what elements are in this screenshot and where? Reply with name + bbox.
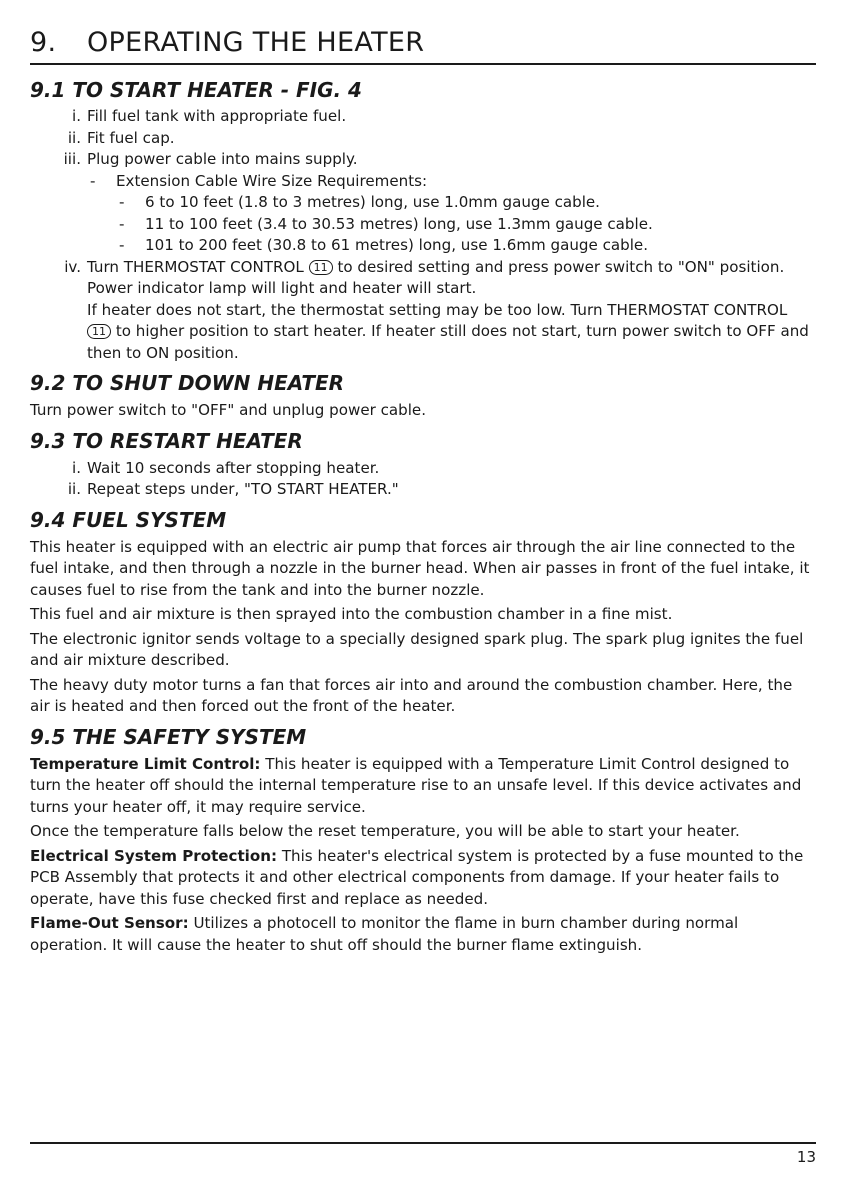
paragraph: This heater is equipped with an electric air pump that forces air through the air line connected to the fuel intake, and then through a nozzle in the burner head. When air passes in front of the fuel intake, it causes fuel to rise from the tank and into the burner nozzle. <box>30 537 810 599</box>
list-marker: - <box>119 193 125 211</box>
fuel-system-body <box>30 537 816 718</box>
paragraph <box>30 846 816 911</box>
list-item <box>30 128 816 150</box>
restart-steps <box>30 458 816 501</box>
paragraph: This fuel and air mixture is then sprayed into the combustion chamber in a fine mist. <box>30 605 673 623</box>
list-marker: i. <box>72 458 81 477</box>
step-text: to desired setting and press power switch to "ON" position. Power indicator lamp will light and heater will start. <box>87 257 785 297</box>
section-heading-restart: 9.3 TO RESTART HEATER <box>30 428 303 453</box>
list-marker: iv. <box>64 257 81 276</box>
list-text: 6 to 10 feet (1.8 to 3 metres) long, use 1.0mm gauge cable. <box>145 193 600 211</box>
list-text: Fill fuel tank with appropriate fuel. <box>87 107 347 125</box>
reference-number-badge: 11 <box>309 260 333 275</box>
paragraph: Once the temperature falls below the reset temperature, you will be able to start your heater. <box>30 822 740 840</box>
chapter-number: 9. <box>30 27 57 58</box>
safety-system-body <box>30 754 816 957</box>
list-text: Plug power cable into mains supply. <box>87 150 358 168</box>
list-text: Extension Cable Wire Size Requirements: <box>116 171 428 190</box>
shutdown-text: Turn power switch to "OFF" and unplug power cable. <box>30 401 427 419</box>
list-marker: ii. <box>67 128 81 147</box>
list-item <box>30 106 816 128</box>
list-text: Fit fuel cap. <box>87 128 175 147</box>
paragraph-text: This heater's electrical system is protected by a fuse mounted to the PCB Assembly that protects it and other electrical components from damage. If your heater fails to operate, have this fuse checked first and replace as needed. <box>30 846 804 908</box>
reference-number-badge: 11 <box>87 324 111 339</box>
list-item <box>30 257 816 365</box>
term-label: Temperature Limit Control: <box>30 754 261 773</box>
section-heading-fuel: 9.4 FUEL SYSTEM <box>30 507 227 532</box>
page-number: 13 <box>796 1148 816 1166</box>
list-item <box>30 479 816 501</box>
list-marker: - <box>119 236 125 254</box>
term-label: Electrical System Protection: <box>30 846 278 865</box>
term-label: Flame-Out Sensor: <box>30 914 189 932</box>
list-item <box>30 458 816 480</box>
step-text: Turn THERMOSTAT CONTROL <box>87 257 304 276</box>
start-steps <box>30 106 816 364</box>
list-text: Repeat steps under, "TO START HEATER." <box>87 480 399 498</box>
list-text <box>87 257 816 365</box>
list-marker: - <box>119 214 125 233</box>
step-text: If heater does not start, the thermostat setting may be too low. Turn THERMOSTAT CONTROL <box>87 300 788 319</box>
cable-requirement <box>30 192 816 214</box>
chapter-heading <box>30 26 816 60</box>
header-rule <box>30 63 816 65</box>
extension-cable-heading <box>30 171 816 193</box>
list-marker: ii. <box>67 480 81 498</box>
list-text: 11 to 100 feet (3.4 to 30.53 metres) long, use 1.3mm gauge cable. <box>145 214 653 233</box>
list-item <box>30 149 816 171</box>
list-marker: iii. <box>63 150 81 168</box>
paragraph <box>30 913 816 956</box>
list-marker: i. <box>72 107 81 125</box>
cable-requirement <box>30 214 816 236</box>
paragraph: The heavy duty motor turns a fan that forces air into and around the combustion chamber. Here, the air is heated and then forced out the front of the heater. <box>30 675 793 715</box>
section-heading-start: 9.1 TO START HEATER - FIG. 4 <box>30 78 362 102</box>
chapter-title: OPERATING THE HEATER <box>87 27 425 58</box>
list-text: Wait 10 seconds after stopping heater. <box>87 458 380 477</box>
cable-requirement <box>30 235 816 257</box>
section-heading-shutdown: 9.2 TO SHUT DOWN HEATER <box>30 371 345 395</box>
paragraph-text: This heater is equipped with a Temperature Limit Control designed to turn the heater off should the internal temperature rise to an unsafe level. If this device activates and turns your heater off, it may require service. <box>30 754 802 816</box>
section-heading-safety: 9.5 THE SAFETY SYSTEM <box>30 724 307 749</box>
footer-rule <box>30 1142 816 1144</box>
paragraph-text: Utilizes a photocell to monitor the flame in burn chamber during normal operation. It will cause the heater to shut off should the burner flame extinguish. <box>30 914 739 954</box>
list-text: 101 to 200 feet (30.8 to 61 metres) long, use 1.6mm gauge cable. <box>145 236 648 254</box>
page <box>30 26 816 956</box>
paragraph <box>30 754 816 819</box>
paragraph: The electronic ignitor sends voltage to a specially designed spark plug. The spark plug ignites the fuel and air mixture described. <box>30 629 804 669</box>
list-marker: - <box>90 171 96 190</box>
step-text: to higher position to start heater. If heater still does not start, turn power switch to OFF and then to ON position. <box>87 322 809 362</box>
